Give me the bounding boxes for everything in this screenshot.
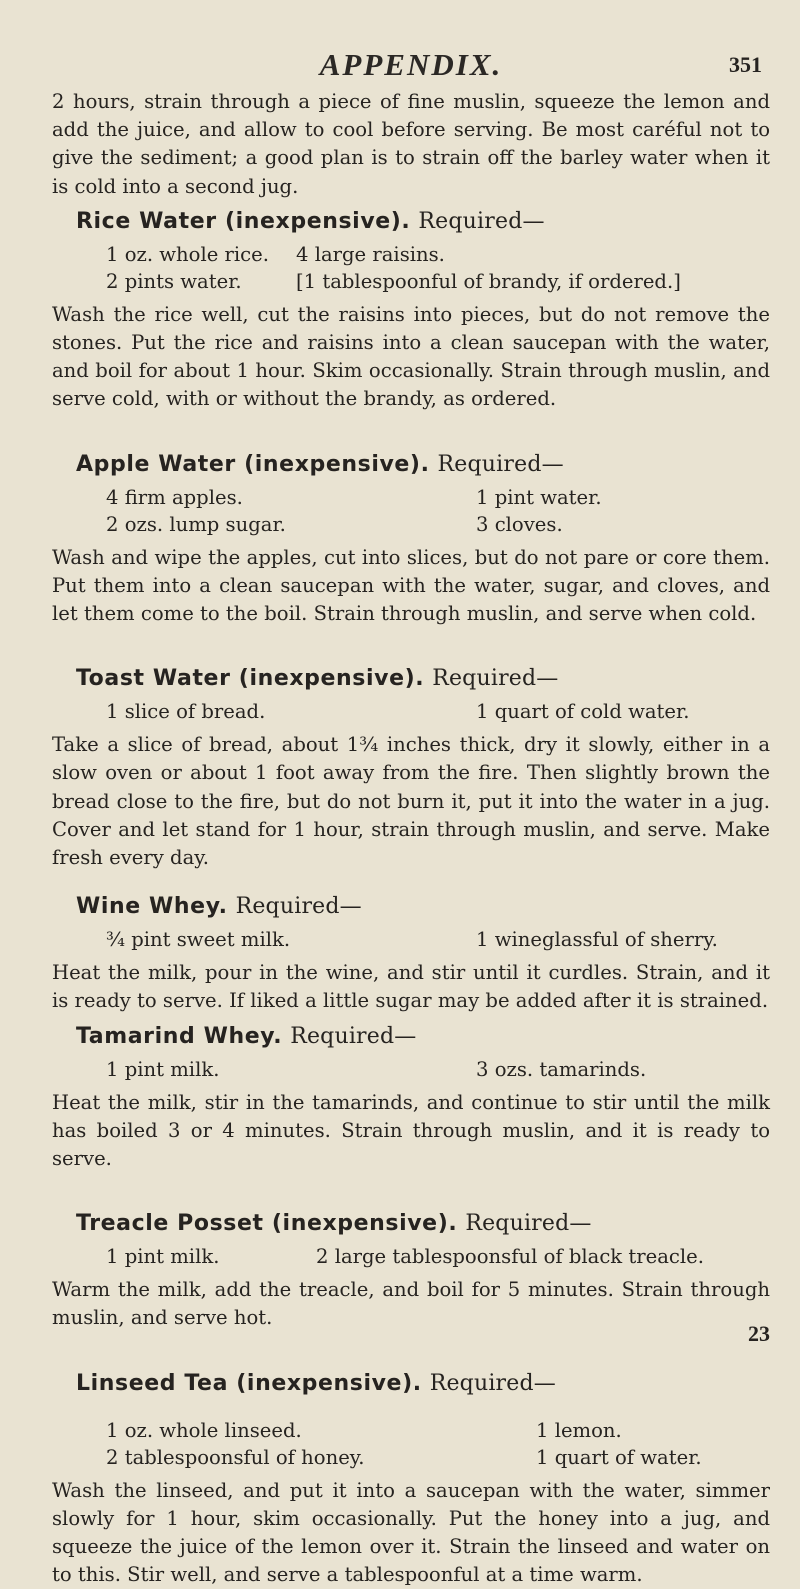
- recipe-heading: [76, 207, 770, 237]
- ingredient: 1 oz. whole rice.: [106, 242, 269, 266]
- ingredient-row: [52, 926, 770, 953]
- ingredient: 2 pints water.: [106, 269, 242, 293]
- ingredient: 3 ozs. tamarinds.: [476, 1057, 647, 1081]
- ingredient: 2 large tablespoonsful of black treacle.: [316, 1245, 704, 1269]
- recipe-treacle-posset: [52, 1209, 770, 1332]
- required-label: Required—: [437, 451, 564, 477]
- ingredient: 1 pint milk.: [106, 1057, 220, 1081]
- page-number: 351: [729, 52, 762, 77]
- ingredient: 1 lemon.: [536, 1418, 622, 1442]
- ingredient-row: [52, 698, 770, 725]
- ingredient-row: [52, 1243, 770, 1270]
- recipe-rice-water: [52, 207, 770, 414]
- recipe-method: Heat the milk, pour in the wine, and stir until it curdles. Strain, and it is ready to serve. If liked a little sugar may be added after it is strained.: [52, 961, 770, 1013]
- recipe-heading: [76, 1369, 770, 1399]
- ingredient-row: [52, 484, 770, 511]
- ingredient-row: [52, 1444, 770, 1471]
- ingredient-row: [52, 1056, 770, 1083]
- recipe-method: Heat the milk, stir in the tamarinds, and continue to stir until the milk has boiled 3 or 4 minutes. Strain through muslin, and it is ready to serve.: [52, 1090, 770, 1171]
- recipe-heading: [76, 892, 770, 922]
- running-title: APPENDIX.: [319, 47, 503, 82]
- recipe-name: Tamarind Whey.: [76, 1023, 283, 1049]
- signature-mark: 23: [748, 1321, 770, 1346]
- recipe-name: Linseed Tea (inexpensive).: [76, 1370, 422, 1396]
- recipe-name: Wine Whey.: [76, 894, 228, 920]
- required-label: Required—: [465, 1211, 592, 1237]
- recipe-heading: [76, 1209, 770, 1239]
- ingredient: 4 large raisins.: [296, 242, 445, 266]
- ingredient: 1 oz. whole linseed.: [106, 1418, 302, 1442]
- recipe-method: Wash the rice well, cut the raisins into pieces, but do not remove the stones. Put the rice and raisins into a clean saucepan with the water, and boil for about 1 hour. Skim occasionally. Strain through muslin, and serve cold, with or without the brandy, as ordered.: [52, 302, 770, 411]
- required-label: Required—: [290, 1023, 417, 1049]
- recipe-name: Rice Water (inexpensive).: [76, 208, 411, 234]
- ingredient: 4 firm apples.: [106, 485, 243, 509]
- recipe-method: Wash the linseed, and put it into a saucepan with the water, simmer slowly for 1 hour, skim occasionally. Put the honey into a jug, and squeeze the juice of the lemon over it. Strain the linseed and water on to this. Stir well, and serve a tablespoonful at a time warm.: [52, 1478, 770, 1587]
- ingredient-row: [52, 511, 770, 538]
- ingredient: 1 quart of water.: [536, 1445, 702, 1469]
- recipe-heading: [76, 1022, 770, 1052]
- ingredient: 1 wineglassful of sherry.: [476, 928, 718, 952]
- recipe-tamarind-whey: [52, 1022, 770, 1174]
- ingredient: ¾ pint sweet milk.: [106, 928, 291, 952]
- ingredient: 3 cloves.: [476, 512, 563, 536]
- recipe-name: Apple Water (inexpensive).: [76, 451, 430, 477]
- recipe-name: Treacle Posset (inexpensive).: [76, 1211, 458, 1237]
- recipe-name: Toast Water (inexpensive).: [76, 666, 425, 692]
- ingredient: 1 pint water.: [476, 485, 602, 509]
- recipe-heading: [76, 664, 770, 694]
- required-label: Required—: [235, 894, 362, 920]
- recipe-method: Wash and wipe the apples, cut into slices, but do not pare or core them. Put them into a clean saucepan with the water, sugar, and cloves, and let them come to the boil. Strain through muslin, and serve when cold.: [52, 545, 770, 626]
- recipe-method: Take a slice of bread, about 1¾ inches thick, dry it slowly, either in a slow oven or about 1 foot away from the fire. Then slightly brown the bread close to the fire, but do not burn it, put it into the water in a jug. Cover and let stand for 1 hour, strain through muslin, and serve. Make fresh every day.: [52, 733, 770, 870]
- ingredient: [1 tablespoonful of brandy, if ordered.]: [296, 269, 681, 293]
- ingredient: 1 slice of bread.: [106, 700, 266, 724]
- ingredient: 1 pint milk.: [106, 1245, 220, 1269]
- ingredient: 2 ozs. lump sugar.: [106, 512, 286, 536]
- recipe-apple-water: [52, 450, 770, 629]
- ingredient: 2 tablespoonsful of honey.: [106, 1445, 365, 1469]
- recipe-wine-whey: [52, 892, 770, 1015]
- required-label: Required—: [418, 208, 545, 234]
- recipe-heading: [76, 450, 770, 480]
- continuation-paragraph: 2 hours, strain through a piece of fine muslin, squeeze the lemon and add the juice, and allow to cool before serving. Be most caréful not to give the sediment; a good plan is to strain off the barley water when it is cold into a second jug.: [52, 90, 770, 198]
- ingredient-row: [52, 241, 770, 268]
- ingredient: 1 quart of cold water.: [476, 700, 690, 724]
- ingredient-row: [52, 268, 770, 295]
- recipe-linseed-tea: [52, 1369, 770, 1589]
- recipe-method: Warm the milk, add the treacle, and boil for 5 minutes. Strain through muslin, and serve hot.: [52, 1278, 770, 1330]
- running-head: [52, 0, 770, 82]
- ingredient-row: [52, 1417, 770, 1444]
- required-label: Required—: [429, 1370, 556, 1396]
- required-label: Required—: [432, 666, 559, 692]
- recipe-toast-water: [52, 664, 770, 872]
